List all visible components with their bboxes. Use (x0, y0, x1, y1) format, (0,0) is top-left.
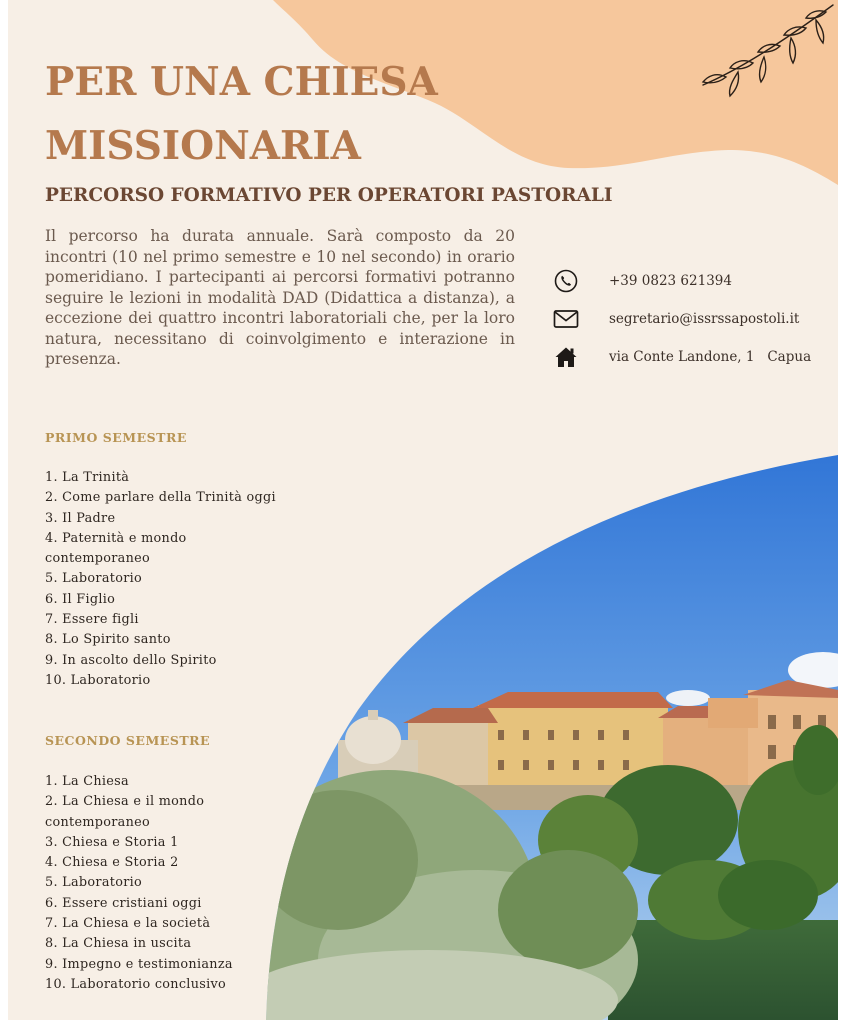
list-item: 3. Il Padre (45, 510, 116, 526)
secondo-semestre-heading: SECONDO SEMESTRE (45, 733, 211, 748)
list-item: 5. Laboratorio (45, 875, 143, 891)
list-item: 5. Laboratorio (45, 571, 143, 587)
phone-number[interactable]: +39 0823 621394 (609, 273, 732, 289)
list-item: 2. La Chiesa e il mondo contemporaneo (45, 794, 205, 830)
list-item: 2. Come parlare della Trinità oggi (45, 490, 276, 506)
list-item: 6. Il Figlio (45, 591, 116, 607)
street-address: via Conte Landone, 1 Capua (609, 349, 812, 365)
list-item: 4. Paternità e mondo contemporaneo (45, 530, 187, 567)
leaf-branch-icon (698, 0, 838, 105)
list-item: 9. Impegno e testimonianza (45, 956, 233, 972)
list-item: 8. Lo Spirito santo (45, 632, 171, 648)
contact-email-row (553, 300, 838, 338)
list-item: 7. La Chiesa e la società (45, 916, 211, 932)
email-address[interactable]: segretario@issrssapostoli.it (609, 311, 800, 327)
contact-block (553, 262, 838, 376)
page-subtitle: PERCORSO FORMATIVO PER OPERATORI PASTORALI (45, 185, 613, 206)
title-line-1: PER UNA CHIESA (45, 59, 438, 105)
list-item: 8. La Chiesa in uscita (45, 936, 192, 952)
list-item: 1. La Trinità (45, 470, 130, 485)
landscape-photo (8, 440, 838, 1020)
list-item: 9. In ascolto dello Spirito (45, 652, 217, 668)
contact-address-row (553, 338, 838, 376)
intro-paragraph: Il percorso ha durata annuale. Sarà composto da 20 incontri (10 nel primo semestre e 10 nel secondo) in orario pomeridiano. I partecipanti ai percorsi formativi potranno seguire le lezioni in modalità DAD (Didattica a distanza), a eccezione dei quattro incontri laboratoriali che, per la loro natura, necessitano di coinvolgimento e interazione in presenza. (45, 227, 515, 368)
list-item: 10. Laboratorio (45, 672, 151, 688)
home-icon (553, 344, 579, 370)
page-title (45, 50, 438, 178)
phone-icon (553, 268, 579, 294)
contact-phone-row (553, 262, 838, 300)
list-item: 7. Essere figli (45, 612, 139, 628)
envelope-icon (553, 306, 579, 332)
list-item: 10. Laboratorio conclusivo (45, 976, 227, 992)
title-line-2: MISSIONARIA (45, 123, 361, 169)
list-item: 6. Essere cristiani oggi (45, 895, 202, 911)
primo-semestre-heading: PRIMO SEMESTRE (45, 430, 187, 445)
list-item: 4. Chiesa e Storia 2 (45, 855, 179, 871)
list-item: 3. Chiesa e Storia 1 (45, 834, 179, 850)
flyer-page (8, 0, 838, 1020)
list-item: 1. La Chiesa (45, 774, 129, 789)
